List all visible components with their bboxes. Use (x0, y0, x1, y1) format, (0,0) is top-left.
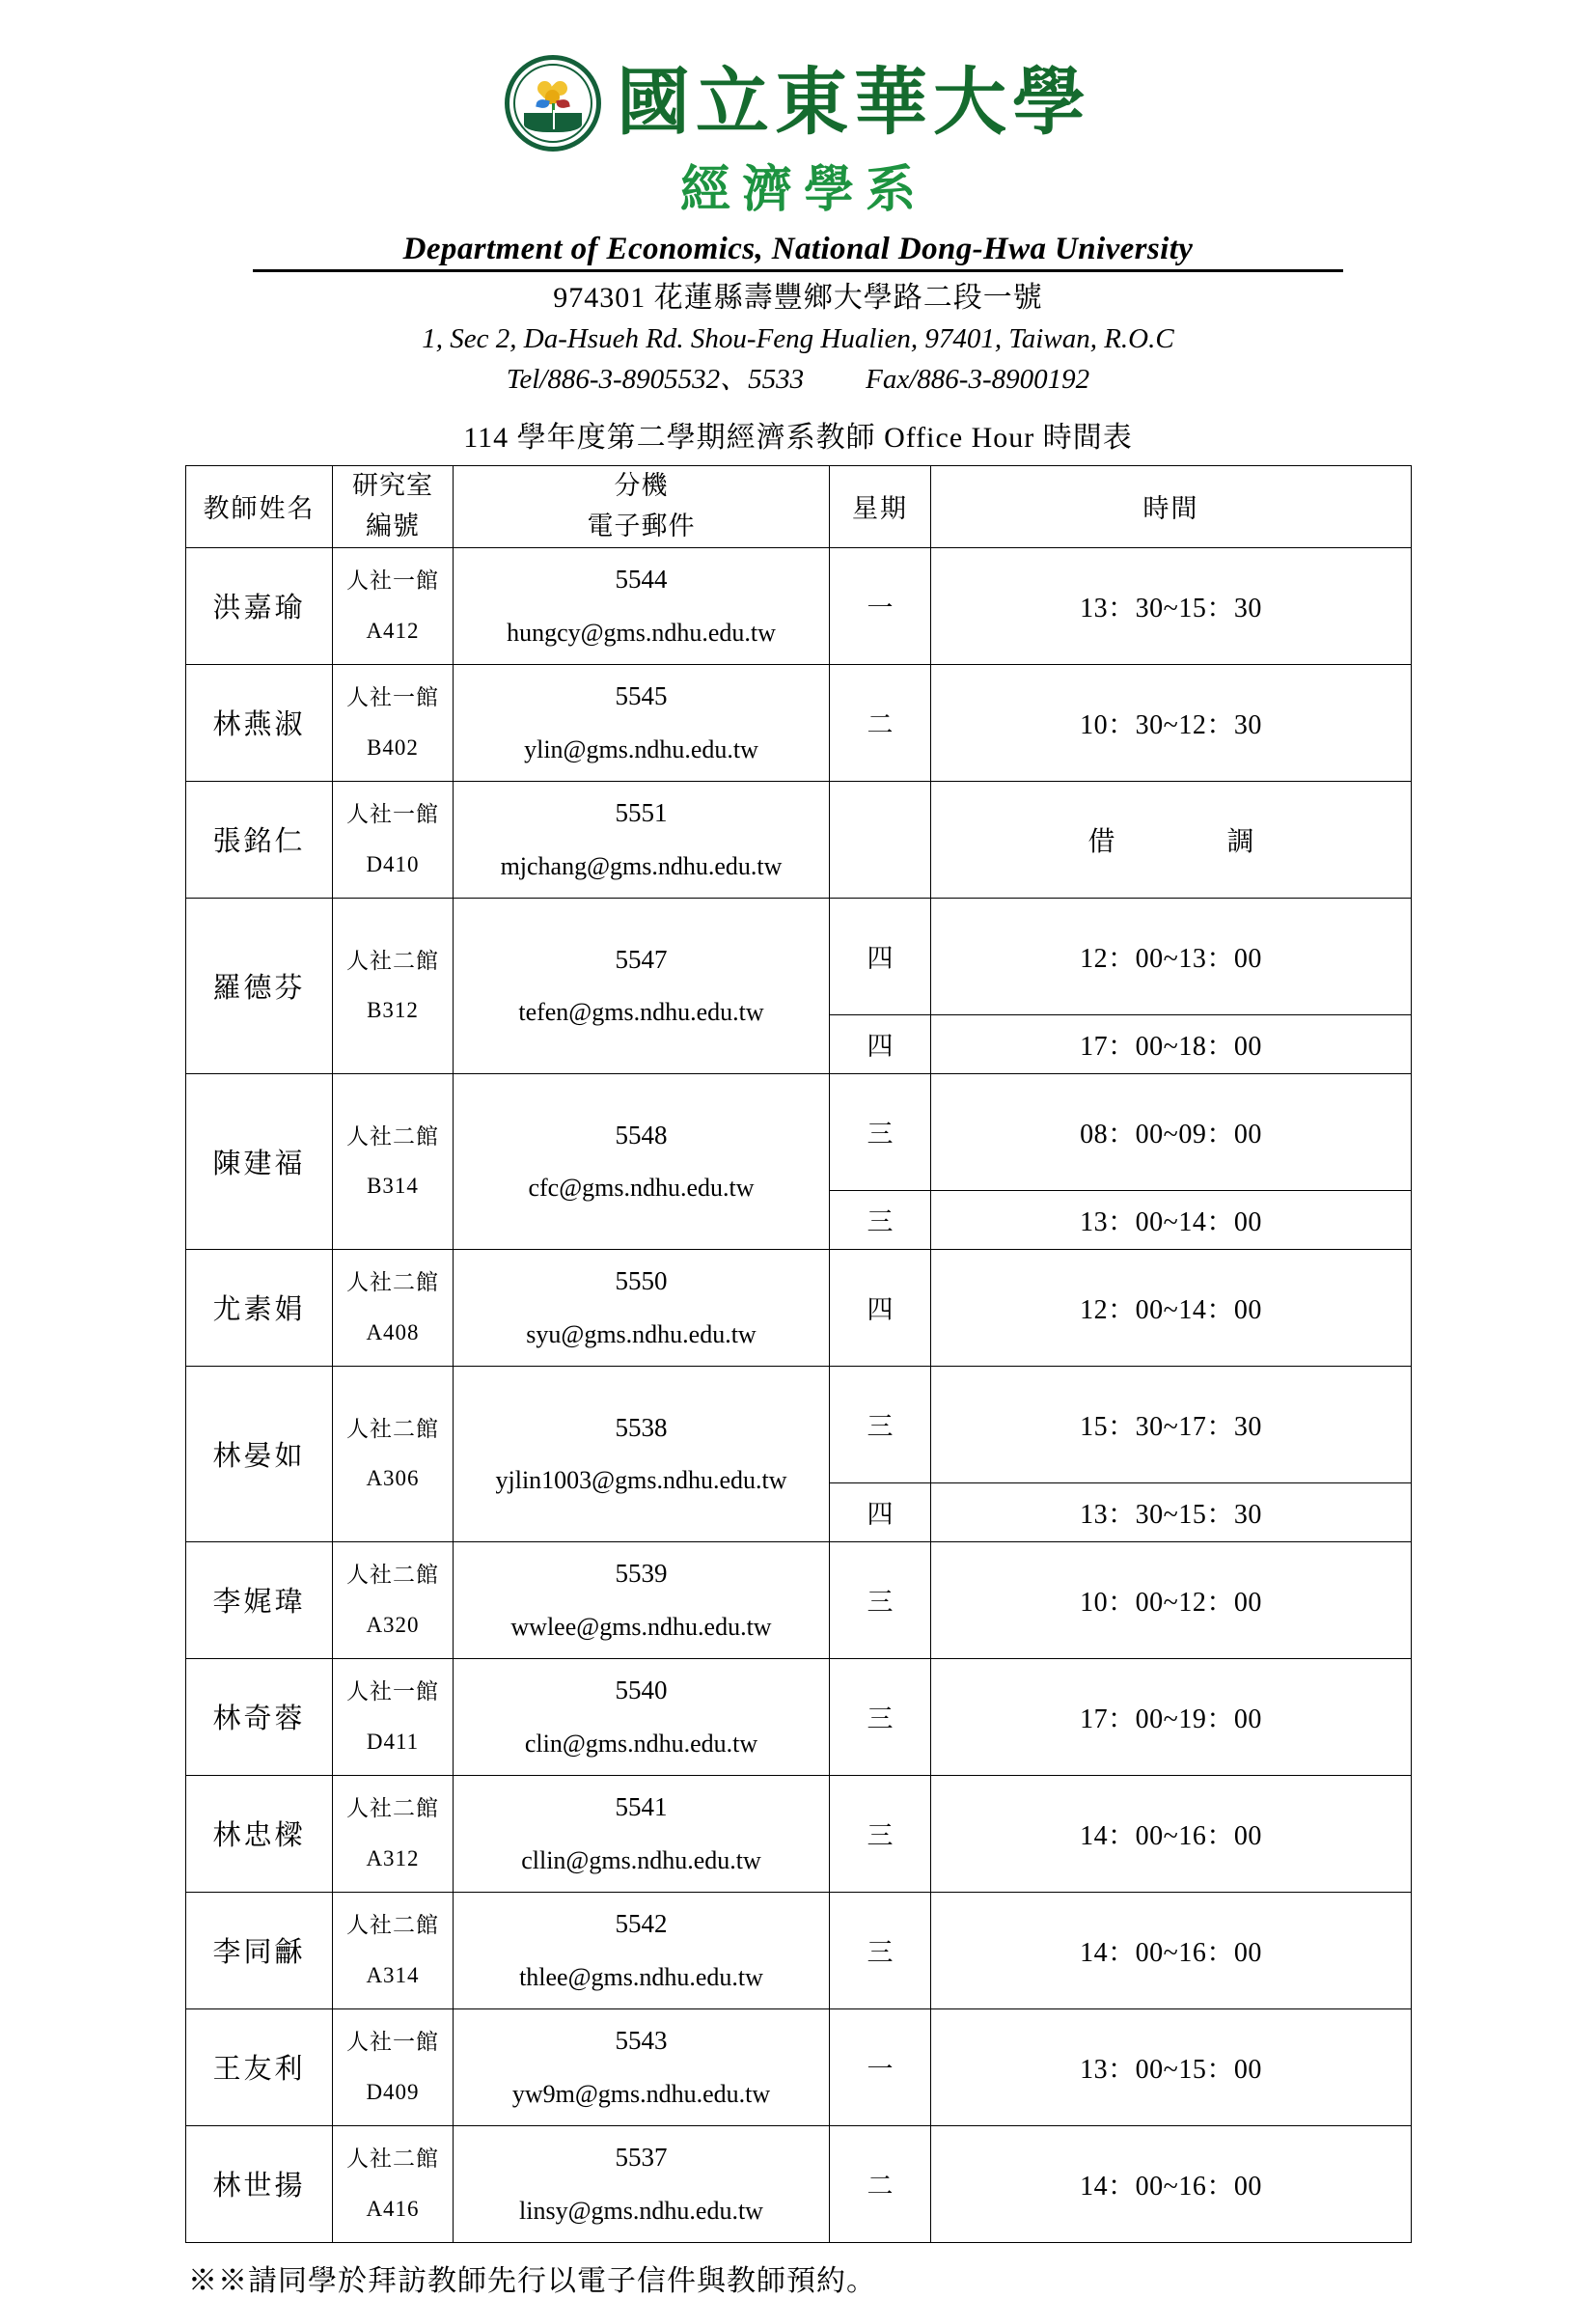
office-building: 人社二館 (346, 2147, 439, 2172)
table-row (186, 1892, 1412, 2008)
weekday: 三 (867, 1821, 894, 1851)
cell-contact (454, 1658, 830, 1775)
department-name-en-rule (253, 232, 1343, 272)
teacher-name: 洪嘉瑜 (212, 593, 306, 624)
cell-weekday (830, 1892, 931, 2008)
office-room-number: A314 (366, 1962, 420, 1987)
email-address: mjchang@gms.ndhu.edu.tw (500, 851, 783, 880)
department-name-en: Department of Economics, National Dong-Hwa University (402, 232, 1194, 266)
email-address: syu@gms.ndhu.edu.tw (526, 1319, 757, 1348)
th-office-room-l1: 研究室 (352, 470, 433, 500)
teacher-name: 王友利 (212, 2054, 306, 2086)
cell-time (931, 1190, 1412, 1249)
table-row (186, 1249, 1412, 1366)
cell-time (931, 2008, 1412, 2125)
office-room-number: A416 (366, 2196, 420, 2221)
th-weekday: 星期 (830, 465, 931, 547)
extension-number: 5551 (615, 798, 668, 828)
cell-weekday (830, 1658, 931, 1775)
extension-number: 5547 (615, 944, 668, 974)
cell-time (931, 781, 1412, 898)
fax: Fax/886-3-8900192 (866, 363, 1090, 395)
cell-weekday (830, 1190, 931, 1249)
cell-office-room (333, 1658, 454, 1775)
th-email: 電子郵件 (587, 511, 696, 540)
extension-number: 5548 (615, 1120, 668, 1150)
cell-office-room (333, 547, 454, 664)
letterhead (0, 0, 1596, 400)
contact-line (0, 359, 1596, 400)
cell-contact (454, 2008, 830, 2125)
cell-contact (454, 898, 830, 1073)
weekday: 三 (867, 1938, 894, 1968)
cell-office-room (333, 781, 454, 898)
teacher-name: 陳建福 (212, 1148, 306, 1179)
weekday: 二 (867, 710, 894, 740)
th-office-room (333, 465, 454, 547)
extension-number: 5543 (615, 2026, 668, 2056)
cell-weekday (830, 547, 931, 664)
table-row (186, 1658, 1412, 1775)
time-range: 13：30~15：30 (1080, 593, 1262, 623)
th-office-room-l2: 編號 (366, 511, 420, 540)
time-range: 17：00~19：00 (1080, 1703, 1262, 1734)
cell-contact (454, 781, 830, 898)
time-range: 10：30~12：30 (1080, 709, 1262, 740)
address-zh: 974301 花蓮縣壽豐鄉大學路二段一號 (553, 282, 1043, 314)
office-building: 人社一館 (346, 685, 439, 710)
cell-teacher-name (186, 1541, 333, 1658)
teacher-name: 林晏如 (212, 1440, 306, 1472)
extension-number: 5542 (615, 1909, 668, 1939)
office-room-number: A412 (366, 618, 420, 643)
office-building: 人社二館 (346, 1416, 439, 1441)
cell-contact (454, 1892, 830, 2008)
email-address: hungcy@gms.ndhu.edu.tw (507, 618, 776, 647)
time-range: 12：00~13：00 (1080, 943, 1262, 974)
cell-time (931, 1366, 1412, 1482)
cell-weekday (830, 1541, 931, 1658)
extension-number: 5545 (615, 681, 668, 711)
time-range: 08：00~09：00 (1080, 1119, 1262, 1150)
email-address: cllin@gms.ndhu.edu.tw (521, 1845, 761, 1874)
office-building: 人社二館 (346, 1563, 439, 1588)
teacher-name: 尤素娟 (212, 1294, 306, 1326)
cell-teacher-name (186, 898, 333, 1073)
office-room-number: D411 (366, 1729, 420, 1754)
email-address: yjlin1003@gms.ndhu.edu.tw (495, 1466, 787, 1495)
cell-contact (454, 664, 830, 781)
cell-teacher-name (186, 1366, 333, 1541)
table-row (186, 2008, 1412, 2125)
cell-weekday (830, 1366, 931, 1482)
cell-time (931, 898, 1412, 1014)
weekday: 三 (867, 1120, 894, 1150)
cell-time (931, 1073, 1412, 1190)
weekday: 二 (867, 2172, 894, 2202)
table-row (186, 664, 1412, 781)
cell-teacher-name (186, 1658, 333, 1775)
cell-contact (454, 1775, 830, 1892)
weekday: 四 (867, 944, 894, 974)
cell-contact (454, 2125, 830, 2242)
cell-weekday (830, 1014, 931, 1073)
cell-contact (454, 1073, 830, 1249)
cell-contact (454, 547, 830, 664)
time-range: 17：00~18：00 (1080, 1031, 1262, 1062)
address-block (0, 278, 1596, 400)
cell-office-room (333, 2125, 454, 2242)
cell-weekday (830, 781, 931, 898)
email-address: linsy@gms.ndhu.edu.tw (519, 2196, 763, 2225)
weekday: 四 (867, 1032, 894, 1062)
weekday: 四 (867, 1500, 894, 1530)
teacher-name: 張銘仁 (212, 826, 306, 858)
cell-teacher-name (186, 664, 333, 781)
cell-time (931, 664, 1412, 781)
office-building: 人社一館 (346, 568, 439, 594)
cell-teacher-name (186, 2008, 333, 2125)
office-room-number: A320 (366, 1612, 420, 1637)
extension-number: 5544 (615, 565, 668, 595)
office-room-number: B314 (367, 1174, 419, 1199)
table-row (186, 1541, 1412, 1658)
office-room-number: A408 (366, 1319, 420, 1344)
table-row (186, 781, 1412, 898)
office-building: 人社一館 (346, 1679, 439, 1704)
cell-weekday (830, 664, 931, 781)
cell-time (931, 2125, 1412, 2242)
table-body (186, 465, 1412, 2242)
office-hour-table (185, 465, 1412, 2243)
cell-office-room (333, 898, 454, 1073)
extension-number: 5539 (615, 1559, 668, 1589)
department-name-zh: 經濟學系 (679, 163, 927, 218)
table-header-row (186, 465, 1412, 547)
cell-weekday (830, 1775, 931, 1892)
office-hour-table-wrap (185, 465, 1411, 2243)
table-row (186, 547, 1412, 664)
teacher-name: 林奇蓉 (212, 1703, 306, 1735)
time-range: 15：30~17：30 (1080, 1411, 1262, 1442)
email-address: thlee@gms.ndhu.edu.tw (519, 1962, 763, 1991)
office-building: 人社二館 (346, 1123, 439, 1149)
cell-weekday (830, 2008, 931, 2125)
cell-office-room (333, 664, 454, 781)
cell-office-room (333, 2008, 454, 2125)
cell-time (931, 1658, 1412, 1775)
weekday: 一 (867, 2055, 894, 2085)
email-address: ylin@gms.ndhu.edu.tw (524, 734, 758, 763)
cell-office-room (333, 1775, 454, 1892)
cell-weekday (830, 2125, 931, 2242)
university-name-zh: 國立東華大學 (617, 63, 1091, 144)
cell-office-room (333, 1892, 454, 2008)
cell-contact (454, 1249, 830, 1366)
cell-time (931, 1541, 1412, 1658)
address-en: 1, Sec 2, Da-Hsueh Rd. Shou-Feng Hualien, 97401, Taiwan, R.O.C (422, 322, 1174, 354)
teacher-name: 林忠樑 (212, 1820, 306, 1852)
time-range: 13：00~15：00 (1080, 2054, 1262, 2085)
cell-office-room (333, 1073, 454, 1249)
weekday: 四 (867, 1295, 894, 1325)
extension-number: 5541 (615, 1792, 668, 1822)
office-room-number: D409 (366, 2079, 420, 2104)
table-row (186, 1073, 1412, 1190)
extension-number: 5538 (615, 1412, 668, 1442)
cell-teacher-name (186, 1892, 333, 2008)
teacher-name: 林世揚 (212, 2171, 306, 2202)
cell-time (931, 1892, 1412, 2008)
time-range: 10：00~12：00 (1080, 1587, 1262, 1618)
cell-time (931, 1775, 1412, 1892)
email-address: wwlee@gms.ndhu.edu.tw (510, 1612, 772, 1641)
time-range: 14：00~16：00 (1080, 2171, 1262, 2202)
cell-teacher-name (186, 1073, 333, 1249)
email-address: tefen@gms.ndhu.edu.tw (518, 998, 764, 1027)
cell-office-room (333, 1541, 454, 1658)
cell-teacher-name (186, 1249, 333, 1366)
cell-contact (454, 1366, 830, 1541)
office-building: 人社二館 (346, 1913, 439, 1938)
ndhu-emblem-icon (505, 55, 601, 152)
email-address: yw9m@gms.ndhu.edu.tw (511, 2079, 771, 2108)
time-range: 13：30~15：30 (1080, 1499, 1262, 1530)
time-range: 14：00~16：00 (1080, 1820, 1262, 1851)
cell-teacher-name (186, 781, 333, 898)
cell-time (931, 1482, 1412, 1541)
cell-weekday (830, 1073, 931, 1190)
cell-teacher-name (186, 2125, 333, 2242)
office-room-number: D410 (366, 851, 420, 876)
university-title-line (0, 50, 1596, 156)
table-row (186, 1366, 1412, 1482)
office-building: 人社一館 (346, 2030, 439, 2055)
email-address: cfc@gms.ndhu.edu.tw (528, 1174, 755, 1203)
th-time: 時間 (931, 465, 1412, 547)
cell-weekday (830, 898, 931, 1014)
table-row (186, 898, 1412, 1014)
weekday: 三 (867, 1207, 894, 1237)
th-extension: 分機 (614, 470, 669, 500)
office-room-number: A306 (366, 1466, 420, 1491)
th-contact (454, 465, 830, 547)
office-room-number: A312 (366, 1845, 420, 1870)
teacher-name: 羅德芬 (212, 972, 306, 1004)
cell-office-room (333, 1249, 454, 1366)
cell-contact (454, 1541, 830, 1658)
weekday: 一 (867, 594, 894, 623)
cell-teacher-name (186, 547, 333, 664)
extension-number: 5537 (615, 2143, 668, 2173)
th-teacher-name: 教師姓名 (186, 465, 333, 547)
office-room-number: B402 (367, 734, 419, 760)
time-range: 14：00~16：00 (1080, 1937, 1262, 1968)
extension-number: 5550 (615, 1266, 668, 1296)
cell-teacher-name (186, 1775, 333, 1892)
office-building: 人社二館 (346, 1270, 439, 1295)
weekday: 三 (867, 1412, 894, 1442)
page-title: 114 學年度第二學期經濟系教師 Office Hour 時間表 (463, 421, 1133, 454)
teacher-name: 林燕淑 (212, 709, 306, 741)
office-building: 人社二館 (346, 1796, 439, 1821)
time-range: 13：00~14：00 (1080, 1206, 1262, 1237)
weekday: 三 (867, 1588, 894, 1618)
office-room-number: B312 (367, 998, 419, 1023)
weekday: 三 (867, 1704, 894, 1734)
teacher-name: 李同龢 (212, 1937, 306, 1969)
cell-time (931, 1249, 1412, 1366)
telephone: Tel/886-3-8905532、5533 (506, 363, 805, 395)
cell-weekday (830, 1249, 931, 1366)
office-building: 人社一館 (346, 802, 439, 827)
extension-number: 5540 (615, 1676, 668, 1705)
cell-weekday (830, 1482, 931, 1541)
teacher-name: 李娓瑋 (212, 1587, 306, 1619)
table-row (186, 2125, 1412, 2242)
footnote: ※※請同學於拜訪教師先行以電子信件與教師預約。 (188, 2264, 876, 2297)
cell-office-room (333, 1366, 454, 1541)
cell-time (931, 547, 1412, 664)
time-range: 借 調 (1087, 826, 1274, 857)
time-range: 12：00~14：00 (1080, 1294, 1262, 1325)
office-building: 人社二館 (346, 948, 439, 973)
cell-time (931, 1014, 1412, 1073)
email-address: clin@gms.ndhu.edu.tw (524, 1729, 758, 1758)
table-row (186, 1775, 1412, 1892)
